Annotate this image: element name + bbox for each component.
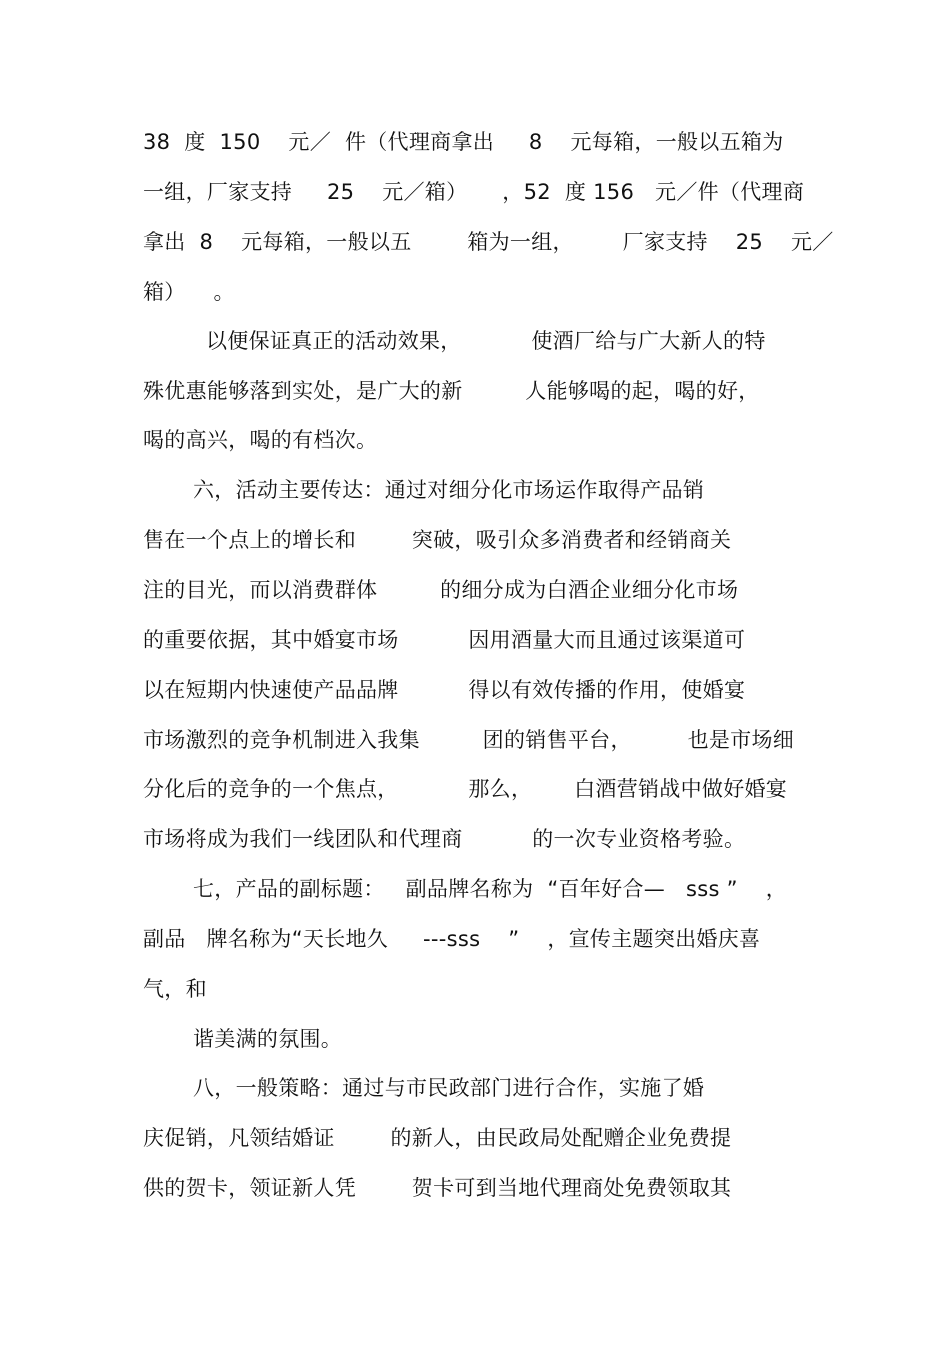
- text-line: 以在短期内快速使产品品牌 得以有效传播的作用，使婚宴: [143, 678, 746, 702]
- text-line: 市场将成为我们一线团队和代理商 的一次专业资格考验。: [143, 827, 746, 851]
- text-line: 副品 牌名称为“天长地久 ---sss ” ，宣传主题突出婚庆喜: [143, 927, 761, 951]
- text-line: 供的贺卡，领证新人凭 贺卡可到当地代理商处免费领取其: [143, 1176, 732, 1200]
- text-line: 庆促销，凡领结婚证 的新人，由民政局处配赠企业免费提: [143, 1126, 732, 1150]
- text-line: 38 度 150 元／ 件（代理商拿出 8 元每箱，一般以五箱为: [143, 130, 784, 154]
- text-line: 七，产品的副标题： 副品牌名称为 “百年好合— sss ” ，: [193, 877, 788, 901]
- text-line: 以便保证真正的活动效果， 使酒厂给与广大新人的特: [206, 329, 766, 353]
- text-line: 气，和: [143, 977, 207, 1001]
- text-line: 拿出 8 元每箱，一般以五 箱为一组， 厂家支持 25 元／: [143, 230, 834, 254]
- text-line: 售在一个点上的增长和 突破，吸引众多消费者和经销商关: [143, 528, 732, 552]
- text-line: 喝的高兴，喝的有档次。: [143, 428, 378, 452]
- text-line: 的重要依据，其中婚宴市场 因用酒量大而且通过该渠道可: [143, 628, 746, 652]
- text-line: 箱） 。: [143, 280, 235, 304]
- text-line: 八，一般策略：通过与市民政部门进行合作，实施了婚: [193, 1076, 705, 1100]
- text-line: 殊优惠能够落到实处，是广大的新 人能够喝的起，喝的好，: [143, 379, 760, 403]
- text-line: 六，活动主要传达：通过对细分化市场运作取得产品销: [193, 478, 705, 502]
- text-line: 市场激烈的竞争机制进入我集 团的销售平台， 也是市场细: [143, 728, 795, 752]
- text-line: 分化后的竞争的一个焦点， 那么， 白酒营销战中做好婚宴: [143, 777, 788, 801]
- text-line: 谐美满的氛围。: [193, 1027, 343, 1051]
- text-line: 注的目光，而以消费群体 的细分成为白酒企业细分化市场: [143, 578, 739, 602]
- text-line: 一组，厂家支持 25 元／箱） ，52 度 156 元／件（代理商: [143, 180, 805, 204]
